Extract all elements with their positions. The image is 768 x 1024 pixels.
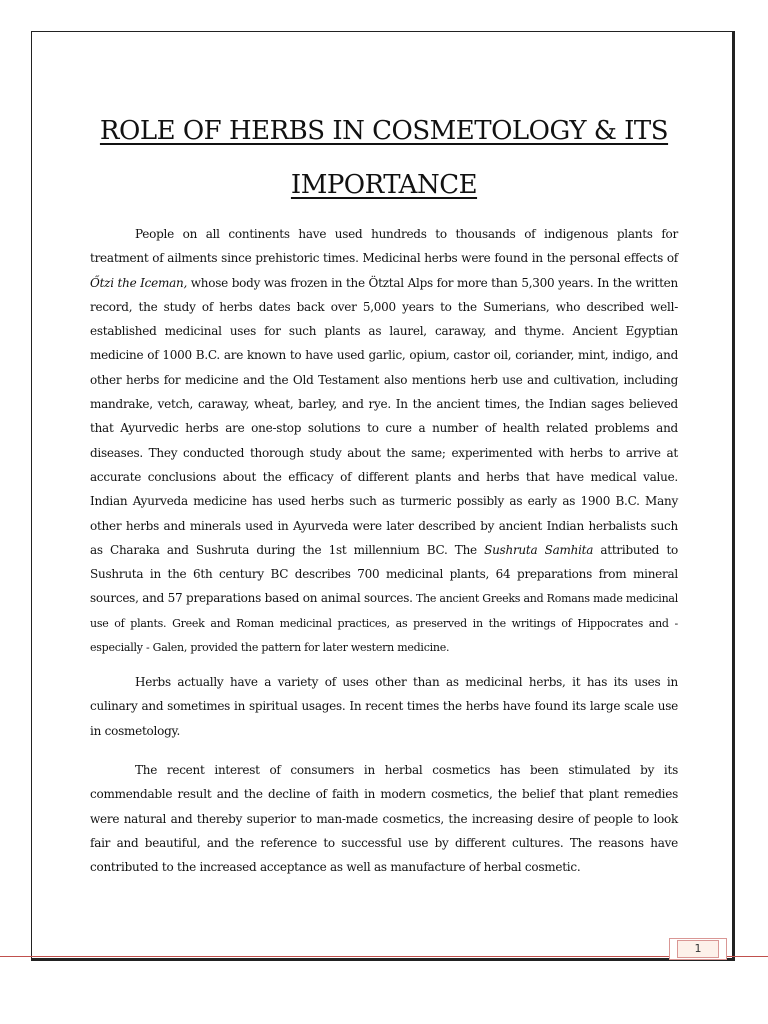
footer-rule (0, 956, 768, 957)
paragraph-3-text: The recent interest of consumers in herbal cosmetics has been stimulated by its commendable result and the decline of faith in modern cosmetics, the belief that plant remedies were natural and thereby superior to man-made cosmetics, the increasing desire of people to look fair and beautiful, and the reference to successful use by different cultures. The reasons have contributed to the increased acceptance as well as manufacture of herbal cosmetic. (90, 763, 678, 875)
page-number: 1 (677, 940, 719, 958)
paragraph-3 (90, 758, 678, 879)
paragraph-1-text-a: People on all continents have used hundreds to thousands of indigenous plants for treatment of ailments since prehistoric times. Medicinal herbs were found in the personal effects of (90, 227, 678, 266)
paragraph-1-italic-samhita: Sushruta Samhita (484, 542, 594, 557)
paragraph-1-small-text: The ancient Greeks and Romans made medicinal use of plants. Greek and Roman medicinal practices, as preserved in the writings of Hippocrates and - especially - Galen, provided the pattern for later western medicine. (90, 592, 678, 655)
paragraph-1-italic-otzi: Őtzi the Iceman, (90, 275, 188, 290)
title-line-2: IMPORTANCE (290, 170, 478, 200)
title-line-1: ROLE OF HERBS IN COSMETOLOGY & ITS (99, 116, 669, 146)
page-title (60, 104, 708, 212)
paragraph-2-text: Herbs actually have a variety of uses other than as medicinal herbs, it has its uses in culinary and sometimes in spiritual usages. In recent times the herbs have found its large scale use in cosmetology. (90, 675, 678, 738)
paragraph-1-text-e: attributed to Sushruta in the 6th century BC describes 700 medicinal plants, 64 preparations from mineral sources, and 57 preparations based on animal sources. (90, 542, 678, 606)
paragraph-1-text-c: whose body was frozen in the Ötztal Alps for more than 5,300 years. In the written record, the study of herbs dates back over 5,000 years to the Sumerians, who described well-established medicinal uses for such plants as laurel, caraway, and thyme. Ancient Egyptian medicine of 1000 B.C. are known to have used garlic, opium, castor oil, coriander, mint, indigo, and other herbs for medicine and the Old Testament also mentions herb use and cultivation, including mandrake, vetch, caraway, wheat, barley, and rye. In the ancient times, the Indian sages believed that Ayurvedic herbs are one-stop solutions to cure a number of health related problems and diseases. They conducted thorough study about the same; experimented with herbs to arrive at accurate conclusions about the efficacy of different plants and herbs that have medical value. Indian Ayurveda medicine has used herbs such as turmeric possibly as early as 1900 B.C. Many other herbs and minerals used in Ayurveda were later described by ancient Indian herbalists such as Charaka and Sushruta during the 1st millennium BC. The (90, 275, 678, 557)
paragraph-1 (90, 222, 678, 659)
paragraph-2 (90, 670, 678, 743)
